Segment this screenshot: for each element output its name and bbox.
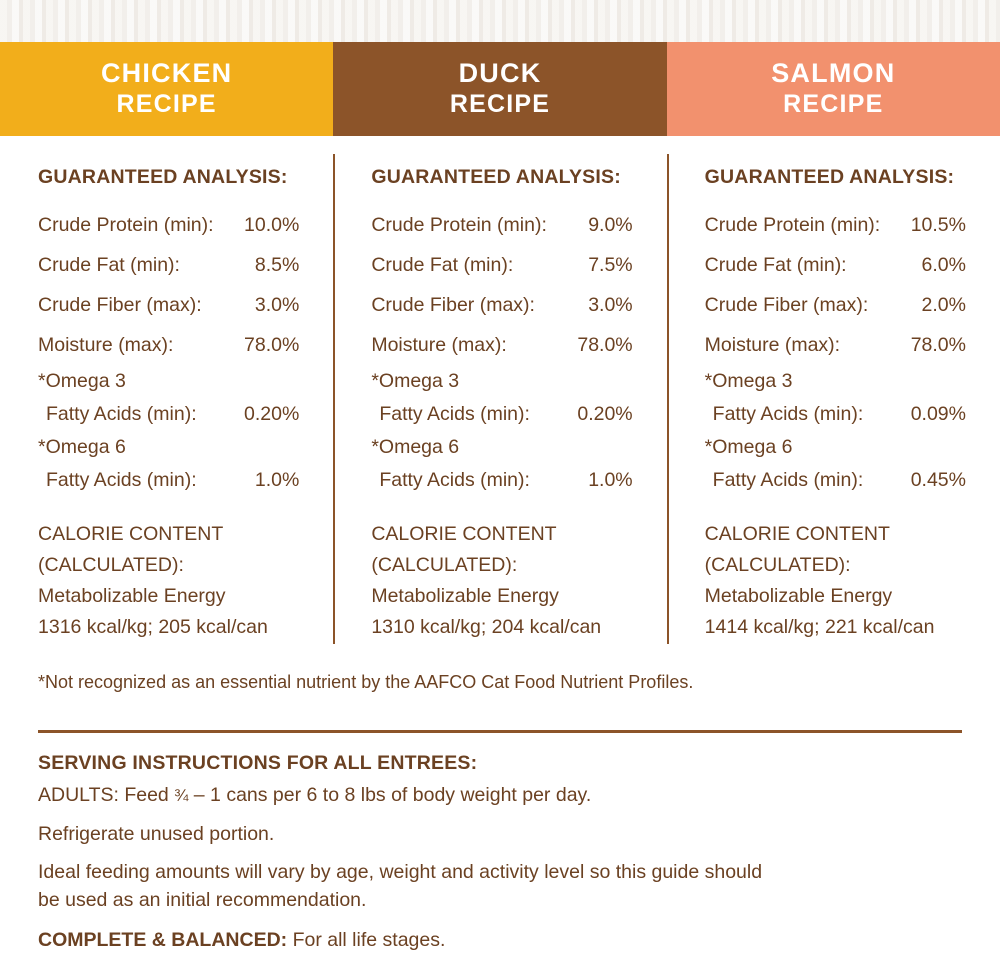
serving-refrigerate-line: Refrigerate unused portion. bbox=[38, 823, 275, 845]
nutrient-label: Crude Fat (min): bbox=[704, 254, 847, 276]
analysis-rows-salmon bbox=[705, 205, 966, 497]
calorie-content-subheading: (CALCULATED): bbox=[38, 554, 184, 576]
recipe-banner-duck-line1: DUCK bbox=[458, 58, 542, 88]
analysis-rows-chicken bbox=[38, 205, 299, 497]
nutrient-label: Moisture (max): bbox=[38, 334, 174, 356]
guaranteed-analysis-title-chicken: GUARANTEED ANALYSIS: bbox=[38, 166, 288, 188]
nutrient-value: 10.5% bbox=[910, 214, 966, 236]
section-divider bbox=[38, 730, 962, 733]
table-row bbox=[38, 285, 299, 325]
table-row bbox=[371, 205, 632, 245]
nutrient-label: Moisture (max): bbox=[371, 334, 507, 356]
nutrient-label: Crude Fat (min): bbox=[38, 254, 180, 276]
nutrient-value: 2.0% bbox=[921, 294, 966, 316]
omega3-sublabel: Fatty Acids (min): bbox=[46, 403, 197, 425]
calorie-content-heading: CALORIE CONTENT bbox=[371, 523, 557, 545]
nutrient-value: 78.0% bbox=[244, 334, 300, 356]
calorie-content-subheading: (CALCULATED): bbox=[371, 554, 518, 576]
recipe-banner-row bbox=[0, 42, 1000, 136]
recipe-banner-chicken-line1: CHICKEN bbox=[100, 58, 233, 88]
analysis-columns bbox=[0, 136, 1000, 676]
serving-adults-suffix: – 1 cans per 6 to 8 lbs of body weight per day. bbox=[188, 784, 592, 806]
serving-adults-line bbox=[38, 781, 968, 810]
recipe-banner-duck bbox=[333, 42, 666, 136]
omega3-label: *Omega 3 bbox=[371, 370, 460, 392]
serving-adults-fraction: ¾ bbox=[174, 786, 189, 805]
calorie-content-line1: Metabolizable Energy bbox=[704, 585, 893, 607]
complete-balanced-line bbox=[38, 926, 968, 954]
nutrient-label: Crude Fiber (max): bbox=[371, 294, 535, 316]
nutrient-label: Crude Protein (min): bbox=[704, 214, 881, 236]
calorie-content-line2: 1316 kcal/kg; 205 kcal/can bbox=[38, 616, 268, 638]
calorie-content-line2: 1310 kcal/kg; 204 kcal/can bbox=[371, 616, 602, 638]
analysis-column-chicken bbox=[0, 136, 333, 676]
aafco-footnote: *Not recognized as an essential nutrient by the AAFCO Cat Food Nutrient Profiles. bbox=[38, 672, 694, 692]
serving-instructions-title: SERVING INSTRUCTIONS FOR ALL ENTREES: bbox=[38, 752, 478, 774]
serving-guide-line2: be used as an initial recommendation. bbox=[38, 889, 367, 911]
complete-balanced-label: COMPLETE & BALANCED: bbox=[38, 929, 288, 951]
serving-instructions-section bbox=[38, 752, 968, 966]
omega3-label: *Omega 3 bbox=[704, 370, 793, 392]
table-row bbox=[38, 205, 299, 245]
calorie-content-heading: CALORIE CONTENT bbox=[38, 523, 224, 545]
omega6-sublabel: Fatty Acids (min): bbox=[379, 469, 530, 491]
serving-guide-line bbox=[38, 858, 968, 914]
omega3-label: *Omega 3 bbox=[38, 370, 126, 392]
recipe-banner-duck-line2: RECIPE bbox=[449, 90, 551, 118]
calorie-content-line1: Metabolizable Energy bbox=[38, 585, 226, 607]
recipe-banner-salmon-line1: SALMON bbox=[771, 58, 896, 88]
calorie-content-subheading: (CALCULATED): bbox=[704, 554, 851, 576]
omega3-row-duck bbox=[371, 365, 632, 431]
nutrient-value: 78.0% bbox=[577, 334, 633, 356]
table-row bbox=[371, 325, 632, 365]
omega3-sublabel: Fatty Acids (min): bbox=[712, 403, 864, 425]
calorie-content-chicken bbox=[38, 519, 299, 643]
calorie-content-heading: CALORIE CONTENT bbox=[704, 523, 890, 545]
serving-adults-prefix: ADULTS: Feed bbox=[38, 784, 175, 806]
omega6-label: *Omega 6 bbox=[704, 436, 793, 458]
omega3-row-salmon bbox=[705, 365, 966, 431]
nutrient-value: 7.5% bbox=[588, 254, 633, 276]
omega3-sublabel: Fatty Acids (min): bbox=[379, 403, 530, 425]
omega3-value: 0.09% bbox=[910, 403, 966, 425]
recipe-banner-chicken-line2: RECIPE bbox=[116, 90, 217, 118]
nutrient-value: 10.0% bbox=[244, 214, 300, 236]
calorie-content-duck bbox=[371, 519, 632, 643]
nutrient-label: Moisture (max): bbox=[704, 334, 841, 356]
recipe-banner-chicken bbox=[0, 42, 333, 136]
nutrient-value: 6.0% bbox=[921, 254, 966, 276]
omega6-sublabel: Fatty Acids (min): bbox=[712, 469, 864, 491]
calorie-content-line1: Metabolizable Energy bbox=[371, 585, 559, 607]
analysis-rows-duck bbox=[371, 205, 632, 497]
nutrient-label: Crude Fiber (max): bbox=[38, 294, 202, 316]
analysis-column-salmon bbox=[667, 136, 1000, 676]
table-row bbox=[705, 285, 966, 325]
calorie-content-salmon bbox=[705, 519, 966, 643]
nutrient-label: Crude Protein (min): bbox=[38, 214, 214, 236]
guaranteed-analysis-title-salmon: GUARANTEED ANALYSIS: bbox=[704, 166, 955, 188]
omega6-row-chicken bbox=[38, 431, 299, 497]
omega6-label: *Omega 6 bbox=[38, 436, 126, 458]
complete-balanced-value: For all life stages. bbox=[287, 929, 446, 951]
recipe-banner-salmon-line2: RECIPE bbox=[783, 90, 884, 118]
analysis-column-duck bbox=[333, 136, 666, 676]
table-row bbox=[705, 205, 966, 245]
omega6-label: *Omega 6 bbox=[371, 436, 460, 458]
nutrient-value: 9.0% bbox=[588, 214, 633, 236]
top-texture-strip bbox=[0, 0, 1000, 42]
nutrient-value: 3.0% bbox=[254, 294, 300, 316]
table-row bbox=[38, 245, 299, 285]
nutrient-value: 78.0% bbox=[910, 334, 966, 356]
calorie-content-line2: 1414 kcal/kg; 221 kcal/can bbox=[704, 616, 935, 638]
nutrient-label: Crude Fat (min): bbox=[371, 254, 514, 276]
table-row bbox=[705, 245, 966, 285]
omega6-value: 1.0% bbox=[588, 469, 633, 491]
serving-guide-line1: Ideal feeding amounts will vary by age, weight and activity level so this guide should bbox=[38, 861, 763, 883]
recipe-banner-salmon bbox=[667, 42, 1000, 136]
table-row bbox=[705, 325, 966, 365]
omega6-row-salmon bbox=[705, 431, 966, 497]
nutrient-label: Crude Protein (min): bbox=[371, 214, 547, 236]
omega6-value: 1.0% bbox=[254, 469, 300, 491]
table-row bbox=[38, 325, 299, 365]
omega6-sublabel: Fatty Acids (min): bbox=[46, 469, 197, 491]
nutrient-value: 3.0% bbox=[588, 294, 633, 316]
table-row bbox=[371, 245, 632, 285]
guaranteed-analysis-title-duck: GUARANTEED ANALYSIS: bbox=[371, 166, 621, 188]
omega6-row-duck bbox=[371, 431, 632, 497]
nutrient-label: Crude Fiber (max): bbox=[704, 294, 869, 316]
table-row bbox=[371, 285, 632, 325]
omega6-value: 0.45% bbox=[910, 469, 966, 491]
omega3-row-chicken bbox=[38, 365, 299, 431]
omega3-value: 0.20% bbox=[244, 403, 300, 425]
nutrient-value: 8.5% bbox=[254, 254, 300, 276]
omega3-value: 0.20% bbox=[577, 403, 633, 425]
